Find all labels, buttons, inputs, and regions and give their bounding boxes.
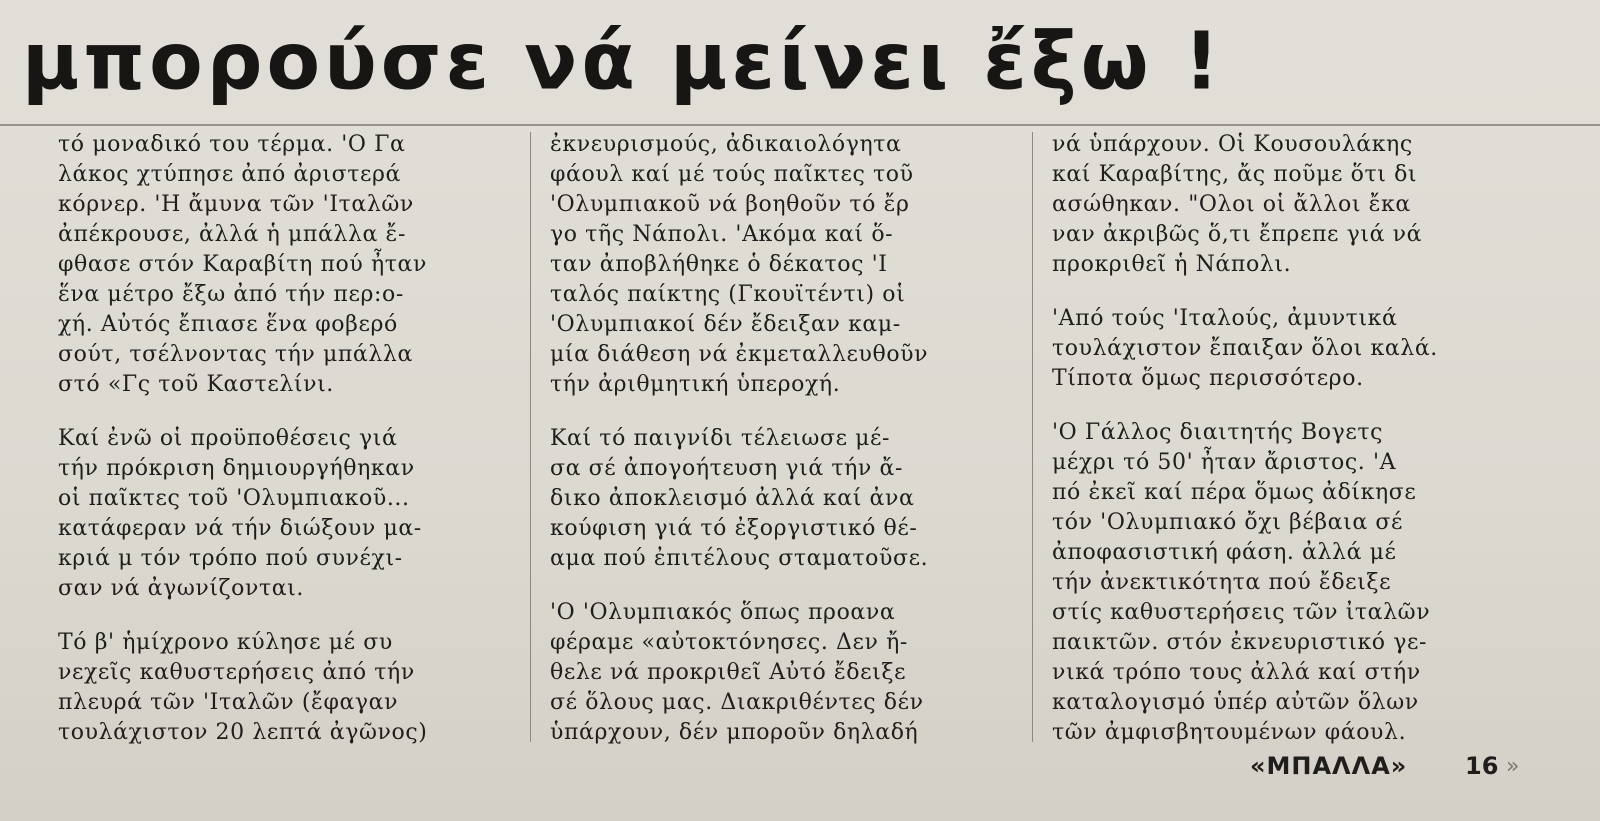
text-line: ὑπάρχουν, δέν μποροῦν δηλαδή bbox=[550, 720, 919, 745]
article-column-3 bbox=[1052, 130, 1504, 772]
text-line: λάκος χτύπησε ἀπό ἀριστερά bbox=[58, 162, 401, 187]
text-line: φάουλ καί μέ τούς παῖκτες τοῦ bbox=[550, 162, 914, 187]
text-line: ασώθηκαν. "Ολοι οἱ ἄλλοι ἔκα bbox=[1052, 192, 1411, 217]
text-line: τουλάχιστον ἔπαιξαν ὅλοι καλά. bbox=[1052, 336, 1438, 361]
text-line: νά ὑπάρχουν. Οἱ Κουσουλάκης bbox=[1052, 132, 1413, 157]
paragraph bbox=[58, 130, 510, 400]
text-line: σαν νά ἀγωνίζονται. bbox=[58, 576, 304, 601]
column-divider bbox=[530, 132, 531, 742]
paragraph bbox=[550, 130, 1002, 400]
text-line: ταν ἀποβλήθηκε ὁ δέκατος 'Ι bbox=[550, 252, 888, 277]
text-line: μία διάθεση νά ἐκμεταλλευθοῦν bbox=[550, 342, 929, 367]
text-line: αμα πού ἐπιτέλους σταματοῦσε. bbox=[550, 546, 929, 571]
headline: μπορούσε νά μείνει ἔξω ! bbox=[22, 16, 1224, 108]
paragraph bbox=[1052, 304, 1504, 394]
text-line: ἕνα μέτρο ἔξω ἀπό τήν περ:ο- bbox=[58, 282, 404, 307]
text-line: σέ ὅλους μας. Διακριθέντες δέν bbox=[550, 690, 924, 715]
text-line: παικτῶν. στόν ἐκνευριστικό γε- bbox=[1052, 630, 1428, 655]
text-line: Τό β' ἡμίχρονο κύλησε μέ συ bbox=[58, 630, 393, 655]
text-line: φέραμε «αὐτοκτόνησες. Δεν ἤ- bbox=[550, 630, 908, 655]
text-line: θελε νά προκριθεῖ Αὐτό ἔδειξε bbox=[550, 660, 907, 685]
text-line: πό ἐκεῖ καί πέρα ὅμως ἀδίκησε bbox=[1052, 480, 1417, 505]
text-line: καταλογισμό ὑπέρ αὐτῶν ὅλων bbox=[1052, 690, 1419, 715]
text-line: καί Καραβίτης, ἄς ποῦμε ὅτι δι bbox=[1052, 162, 1418, 187]
text-line: στίς καθυστερήσεις τῶν ἰταλῶν bbox=[1052, 600, 1431, 625]
text-line: 'Ο 'Ολυμπιακός ὅπως προανα bbox=[550, 600, 896, 625]
text-line: τήν πρόκριση δημιουργήθηκαν bbox=[58, 456, 415, 481]
text-line: δικο ἀποκλεισμό ἀλλά καί ἀνα bbox=[550, 486, 915, 511]
paragraph bbox=[1052, 418, 1504, 748]
text-line: 'Ολυμπιακοί δέν ἔδειξαν καμ- bbox=[550, 312, 901, 337]
text-line: 'Ολυμπιακοῦ νά βοηθοῦν τό ἔρ bbox=[550, 192, 910, 217]
paragraph bbox=[550, 424, 1002, 574]
text-line: πλευρά τῶν 'Ιταλῶν (ἔφαγαν bbox=[58, 690, 399, 715]
text-line: ταλός παίκτης (Γκουϊτέντι) οἱ bbox=[550, 282, 906, 307]
column-divider bbox=[1032, 132, 1033, 742]
text-line: κόρνερ. 'Η ἄμυνα τῶν 'Ιταλῶν bbox=[58, 192, 414, 217]
publication-name: «ΜΠΑΛΛΑ» bbox=[1250, 752, 1408, 780]
text-line: σούτ, τσέλνοντας τήν μπάλλα bbox=[58, 342, 413, 367]
text-line: νικά τρόπο τους ἀλλά καί στήν bbox=[1052, 660, 1421, 685]
text-line: Καί τό παιγνίδι τέλειωσε μέ- bbox=[550, 426, 891, 451]
page-edge-mark: » bbox=[1506, 754, 1520, 779]
paragraph bbox=[1052, 130, 1504, 280]
headline-rule bbox=[0, 124, 1600, 126]
paragraph bbox=[58, 424, 510, 604]
text-line: τήν ἀνεκτικότητα πού ἔδειξε bbox=[1052, 570, 1392, 595]
text-line: οἱ παῖκτες τοῦ 'Ολυμπιακοῦ... bbox=[58, 486, 410, 511]
text-line: 'Από τούς 'Ιταλούς, ἀμυντικά bbox=[1052, 306, 1398, 331]
text-line: τήν ἀριθμητική ὑπεροχή. bbox=[550, 372, 841, 397]
text-line: τόν 'Ολυμπιακό ὄχι βέβαια σέ bbox=[1052, 510, 1403, 535]
text-line: ἐκνευρισμούς, ἀδικαιολόγητα bbox=[550, 132, 902, 157]
text-line: κούφιση γιά τό ἐξοργιστικό θέ- bbox=[550, 516, 918, 541]
text-line: Καί ἐνῶ οἱ προϋποθέσεις γιά bbox=[58, 426, 398, 451]
text-line: τουλάχιστον 20 λεπτά ἀγῶνος) bbox=[58, 720, 428, 745]
text-line: 'Ο Γάλλος διαιτητής Βογετς bbox=[1052, 420, 1384, 445]
article-column-2 bbox=[550, 130, 1002, 772]
text-line: φθασε στόν Καραβίτη πού ἦταν bbox=[58, 252, 427, 277]
text-line: Τίποτα ὅμως περισσότερο. bbox=[1052, 366, 1364, 391]
text-line: στό «Γς τοῦ Καστελίνι. bbox=[58, 372, 334, 397]
text-line: ἀπέκρουσε, ἀλλά ἡ μπάλλα ἔ- bbox=[58, 222, 406, 247]
paragraph bbox=[550, 598, 1002, 748]
text-line: ἀποφασιστική φάση. ἀλλά μέ bbox=[1052, 540, 1397, 565]
text-line: σα σέ ἀπογοήτευση γιά τήν ἄ- bbox=[550, 456, 903, 481]
text-line: χή. Αὐτός ἔπιασε ἕνα φοβερό bbox=[58, 312, 398, 337]
text-line: κατάφεραν νά τήν διώξουν μα- bbox=[58, 516, 422, 541]
text-line: τῶν ἀμφισβητουμένων φάουλ. bbox=[1052, 720, 1407, 745]
text-line: κριά μ τόν τρόπο πού συνέχι- bbox=[58, 546, 403, 571]
text-line: γο τῆς Νάπολι. 'Ακόμα καί ὅ- bbox=[550, 222, 894, 247]
text-line: προκριθεῖ ἡ Νάπολι. bbox=[1052, 252, 1292, 277]
text-line: τό μοναδικό του τέρμα. 'Ο Γα bbox=[58, 132, 406, 157]
text-line: μέχρι τό 50' ἦταν ἄριστος. 'Α bbox=[1052, 450, 1397, 475]
article-column-1 bbox=[58, 130, 510, 772]
paragraph bbox=[58, 628, 510, 748]
page-number: 16 bbox=[1465, 752, 1499, 780]
text-line: ναν ἀκριβῶς ὅ,τι ἔπρεπε γιά νά bbox=[1052, 222, 1423, 247]
text-line: νεχεῖς καθυστερήσεις ἀπό τήν bbox=[58, 660, 415, 685]
